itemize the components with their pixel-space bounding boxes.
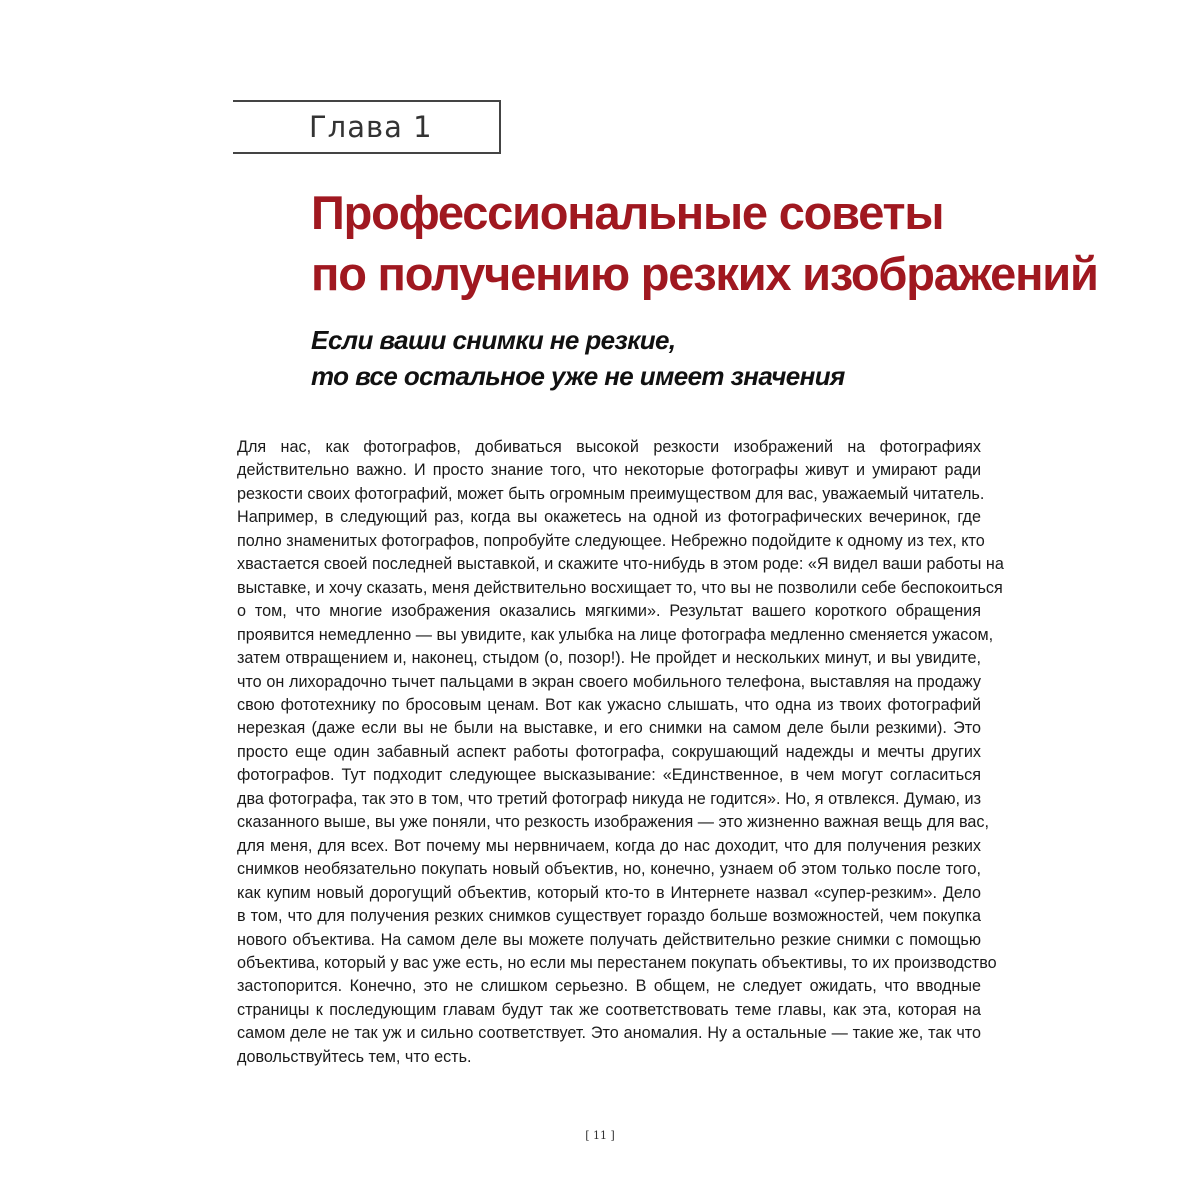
body-line: что он лихорадочно тычет пальцами в экран своего мобильного телефона, выставляя на продажу xyxy=(237,672,981,691)
body-line: действительно важно. И просто знание того, что некоторые фотографы живут и умирают ради xyxy=(237,461,981,480)
body-paragraph xyxy=(237,436,1004,1069)
body-line: хвастается своей последней выставкой, и скажите что-нибудь в этом роде: «Я видел ваши работы на xyxy=(237,555,1004,574)
body-line: выставке, и хочу сказать, меня действительно восхищает то, что вы не позволили себе беспокоиться xyxy=(237,578,1003,597)
body-line: резкости своих фотографий, может быть огромным преимуществом для вас, уважаемый читатель. xyxy=(237,484,985,503)
body-line: в том, что для получения резких снимков существует гораздо больше возможностей, чем покупка xyxy=(237,907,981,926)
chapter-label: Глава 1 xyxy=(309,110,433,144)
body-line: снимков необязательно покупать новый объектив, но, конечно, узнаем об этом только после того, xyxy=(237,860,981,879)
chapter-subtitle-line: то все остальное уже не имеет значения xyxy=(311,361,845,391)
chapter-title-line: Профессиональные советы xyxy=(311,186,944,239)
body-line: Например, в следующий раз, когда вы окажетесь на одной из фотографических вечеринок, где xyxy=(237,508,981,527)
body-line: для меня, для всех. Вот почему мы нервничаем, когда до нас доходит, что для получения резких xyxy=(237,836,981,855)
body-line: сказанного выше, вы уже поняли, что резкость изображения — это жизненно важная вещь для вас, xyxy=(237,813,990,832)
chapter-heading-box xyxy=(233,100,501,154)
body-line: объектива, который у вас уже есть, но если мы перестанем покупать объективы, то их производство xyxy=(237,953,997,972)
body-line: страницы к последующим главам будут так же соответствовать теме главы, как эта, которая на xyxy=(237,1000,981,1019)
body-line: как купим новый дорогущий объектив, который кто-то в Интернете назвал «супер-резким». Дело xyxy=(237,883,981,902)
body-line: застопорится. Конечно, это не слишком серьезно. В общем, не следует ожидать, что вводные xyxy=(237,977,981,996)
body-line: нового объектива. На самом деле вы можете получать действительно резкие снимки с помощью xyxy=(237,930,981,949)
body-line: проявится немедленно — вы увидите, как улыбка на лице фотографа медленно сменяется ужасом, xyxy=(237,625,994,644)
chapter-title xyxy=(311,182,1171,304)
body-line: фотографов. Тут подходит следующее высказывание: «Единственное, в чем могут согласиться xyxy=(237,766,981,785)
body-line: свою фототехнику по бросовым ценам. Вот как ужасно слышать, что одна из твоих фотографий xyxy=(237,695,981,714)
body-line: Для нас, как фотографов, добиваться высокой резкости изображений на фотографиях xyxy=(237,438,981,456)
body-line: о том, что многие изображения оказались мягкими». Результат вашего короткого обращения xyxy=(237,602,981,621)
chapter-subtitle-line: Если ваши снимки не резкие, xyxy=(311,325,676,355)
body-line: два фотографа, так это в том, что третий фотограф никуда не годится». Но, я отвлекся. Думаю, из xyxy=(237,789,981,808)
body-line: просто еще один забавный аспект работы фотографа, сокрушающий надежды и мечты других xyxy=(237,742,981,761)
page-number: [ 11 ] xyxy=(585,1129,615,1142)
body-line: довольствуйтесь тем, что есть. xyxy=(237,1047,472,1066)
body-line: затем отвращением и, наконец, стыдом (о, позор!). Не пройдет и нескольких минут, и вы увидите, xyxy=(237,649,981,668)
body-line: самом деле не так уж и сильно соответствует. Это аномалия. Ну а остальные — такие же, так что xyxy=(237,1024,981,1043)
chapter-subtitle xyxy=(311,322,1171,394)
body-line: нерезкая (даже если вы не были на выставке, и его снимки на самом деле были резкими). Это xyxy=(237,719,981,738)
body-line: полно знаменитых фотографов, попробуйте следующее. Небрежно подойдите к одному из тех, кто xyxy=(237,531,985,550)
chapter-title-line: по получению резких изображений xyxy=(311,247,1098,300)
